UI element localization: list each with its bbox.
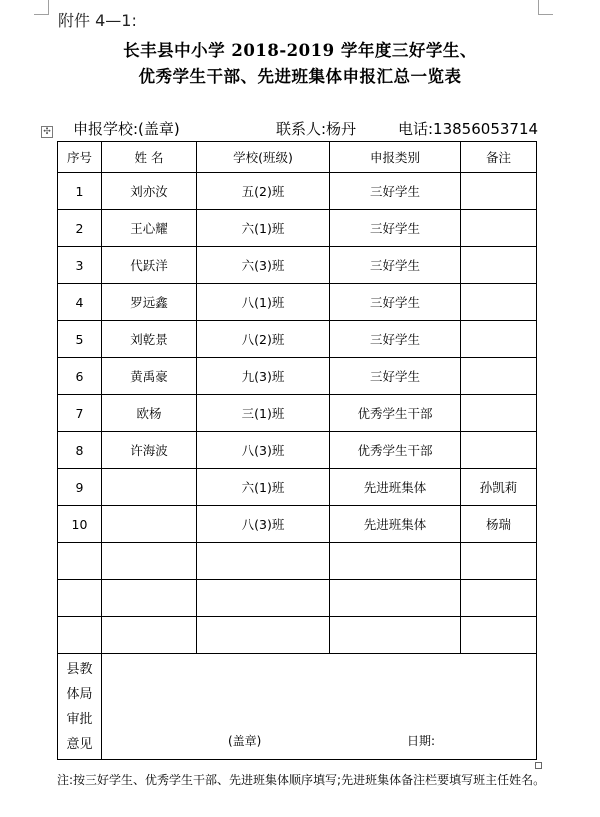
- cell-empty: [58, 617, 102, 654]
- cell-category: 三好学生: [330, 284, 461, 321]
- cell-name: 刘亦汝: [102, 173, 197, 210]
- cell-number: 10: [58, 506, 102, 543]
- cell-empty: [461, 580, 537, 617]
- cell-class: 八(1)班: [197, 284, 330, 321]
- header-name: 姓 名: [102, 142, 197, 173]
- cell-empty: [197, 617, 330, 654]
- cell-empty: [102, 543, 197, 580]
- document-title-line2: 优秀学生干部、先进班集体申报汇总一览表: [138, 67, 462, 86]
- approval-label-line: 县教: [66, 661, 93, 677]
- cell-empty: [102, 617, 197, 654]
- cell-name: 王心耀: [102, 210, 197, 247]
- cell-category: 优秀学生干部: [330, 395, 461, 432]
- approval-label: [58, 654, 102, 760]
- approval-opinion-cell[interactable]: [102, 654, 537, 760]
- cell-name: 许海波: [102, 432, 197, 469]
- cell-empty: [102, 580, 197, 617]
- cell-empty: [58, 543, 102, 580]
- cell-remark: [461, 173, 537, 210]
- cell-empty: [197, 543, 330, 580]
- document-title-line1: 长丰县中小学 2018-2019 学年度三好学生、: [123, 41, 477, 60]
- cell-category: 先进班集体: [330, 506, 461, 543]
- cell-class: 九(3)班: [197, 358, 330, 395]
- cell-remark: [461, 395, 537, 432]
- table-move-handle-icon[interactable]: ✣: [41, 126, 53, 138]
- cell-name: [102, 469, 197, 506]
- cell-name: 代跃洋: [102, 247, 197, 284]
- cell-empty: [58, 580, 102, 617]
- contact-person-field: 联系人:杨丹: [276, 120, 357, 138]
- cell-number: 3: [58, 247, 102, 284]
- footnote: 注:按三好学生、优秀学生干部、先进班集体顺序填写;先进班集体备注栏要填写班主任姓名。: [57, 773, 546, 787]
- table-row: [58, 173, 537, 210]
- cell-number: 1: [58, 173, 102, 210]
- cell-category: 三好学生: [330, 247, 461, 284]
- cell-name: [102, 506, 197, 543]
- cell-remark: [461, 210, 537, 247]
- cell-class: 六(3)班: [197, 247, 330, 284]
- table-row: [58, 358, 537, 395]
- cell-remark: 杨瑞: [461, 506, 537, 543]
- cell-class: 八(3)班: [197, 506, 330, 543]
- table-row: [58, 210, 537, 247]
- cell-category: 三好学生: [330, 321, 461, 358]
- table-row-empty: [58, 617, 537, 654]
- cell-remark: 孙凯莉: [461, 469, 537, 506]
- cell-category: 先进班集体: [330, 469, 461, 506]
- cell-remark: [461, 247, 537, 284]
- cell-category: 三好学生: [330, 210, 461, 247]
- cell-empty: [197, 580, 330, 617]
- cell-class: 六(1)班: [197, 210, 330, 247]
- cell-empty: [461, 543, 537, 580]
- header-school-class: 学校(班级): [197, 142, 330, 173]
- table-row: [58, 469, 537, 506]
- table-row: [58, 395, 537, 432]
- seal-label: (盖章): [228, 734, 262, 748]
- cell-empty: [330, 580, 461, 617]
- table-row: [58, 284, 537, 321]
- approval-row: [58, 654, 537, 760]
- page-corner-marker-right: [538, 0, 553, 15]
- table-row: [58, 506, 537, 543]
- table-row: [58, 321, 537, 358]
- table-header-row: [58, 142, 537, 173]
- cell-category: 三好学生: [330, 358, 461, 395]
- header-category: 申报类别: [330, 142, 461, 173]
- cell-class: 五(2)班: [197, 173, 330, 210]
- cell-category: 优秀学生干部: [330, 432, 461, 469]
- applying-school-field: 申报学校:(盖章): [73, 120, 180, 138]
- cell-remark: [461, 284, 537, 321]
- page-corner-marker-left: [34, 0, 49, 15]
- cell-category: 三好学生: [330, 173, 461, 210]
- cell-remark: [461, 432, 537, 469]
- cell-class: 六(1)班: [197, 469, 330, 506]
- header-remark: 备注: [461, 142, 537, 173]
- application-summary-table: [57, 141, 537, 760]
- cell-number: 4: [58, 284, 102, 321]
- cell-class: 三(1)班: [197, 395, 330, 432]
- cell-remark: [461, 358, 537, 395]
- table-row-empty: [58, 580, 537, 617]
- cell-number: 8: [58, 432, 102, 469]
- table-row: [58, 432, 537, 469]
- cell-name: 罗远鑫: [102, 284, 197, 321]
- cell-empty: [461, 617, 537, 654]
- cell-empty: [330, 543, 461, 580]
- cell-name: 欧杨: [102, 395, 197, 432]
- cell-number: 9: [58, 469, 102, 506]
- cell-number: 2: [58, 210, 102, 247]
- header-number: 序号: [58, 142, 102, 173]
- cell-remark: [461, 321, 537, 358]
- table-row: [58, 247, 537, 284]
- approval-label-line: 审批: [66, 711, 93, 727]
- approval-label-line: 体局: [66, 686, 93, 702]
- cell-empty: [330, 617, 461, 654]
- cell-number: 7: [58, 395, 102, 432]
- date-label: 日期:: [407, 734, 436, 748]
- cell-number: 5: [58, 321, 102, 358]
- approval-label-line: 意见: [66, 736, 93, 752]
- cell-name: 刘乾景: [102, 321, 197, 358]
- phone-field: 电话:13856053714: [398, 120, 539, 138]
- cell-name: 黄禹豪: [102, 358, 197, 395]
- cell-class: 八(3)班: [197, 432, 330, 469]
- cell-number: 6: [58, 358, 102, 395]
- attachment-label: 附件 4—1:: [58, 11, 137, 30]
- cell-class: 八(2)班: [197, 321, 330, 358]
- table-row-empty: [58, 543, 537, 580]
